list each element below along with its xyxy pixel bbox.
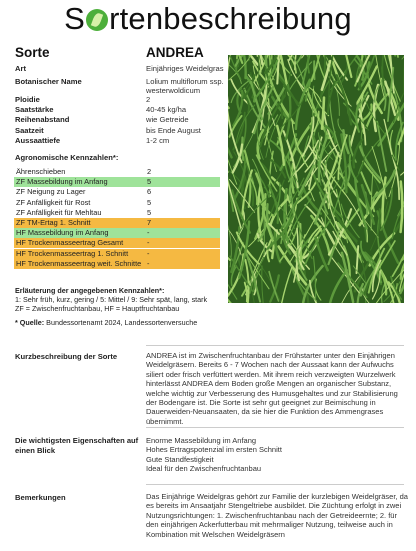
kennzahlen-title: Agronomische Kennzahlen*: (15, 153, 119, 162)
info-label: Botanischer Name (15, 77, 82, 86)
kennzahl-label: ZF Anfälligkeit für Mehltau (16, 207, 102, 217)
kennzahl-row (14, 187, 220, 197)
info-value: 40-45 kg/ha (146, 105, 187, 114)
kennzahl-value: - (147, 258, 150, 268)
title-start: S (64, 1, 86, 36)
kennzahl-row (14, 238, 220, 248)
kennzahl-label: HF Trockenmasseertrag Gesamt (16, 238, 124, 248)
eigenschaft-item: Enorme Massebildung im Anfang (146, 436, 257, 445)
kennzahl-label: HF Trockenmasseertrag weit. Schnitte (16, 258, 142, 268)
info-label: Ploidie (15, 95, 40, 104)
kennzahl-label: ZF TM-Ertag 1. Schnitt (16, 218, 91, 227)
variety-name: ANDREA (146, 45, 204, 60)
info-value: 1-2 cm (146, 136, 170, 145)
info-row-reihenabstand (15, 115, 225, 125)
kennzahl-label: ZF Anfälligkeit für Rost (16, 197, 91, 207)
info-label: Reihenabstand (15, 115, 70, 124)
kurzbeschreibung-label: Kurzbeschreibung der Sorte (15, 352, 118, 361)
kennzahl-value: - (147, 238, 150, 248)
grass-blade (236, 55, 237, 58)
source-note (15, 318, 197, 327)
info-row-aussaattiefe (15, 136, 225, 146)
grass-image (228, 55, 404, 303)
kennzahl-row (14, 228, 220, 238)
kennzahl-value: 5 (147, 197, 152, 207)
info-label: Saatstärke (15, 105, 54, 114)
kennzahl-value: - (147, 248, 150, 258)
eigenschaften-list (146, 436, 408, 474)
kennzahl-row (14, 249, 220, 259)
source-label: * Quelle: (15, 318, 45, 327)
sorte-heading: Sorte (15, 45, 50, 60)
info-value: 2 (146, 95, 151, 104)
info-row-saatstaerke (15, 105, 225, 115)
info-row-botanical (15, 77, 225, 97)
info-value: wie Getreide (146, 115, 189, 124)
eigenschaft-item: Hohes Ertragspotenzial im ersten Schnitt (146, 445, 282, 455)
kennzahl-value: 6 (147, 187, 152, 197)
info-value: Einjähriges Weidelgras (146, 64, 224, 73)
grass-photo (228, 55, 404, 303)
divider (146, 427, 404, 428)
title-end: rtenbeschreibung (109, 1, 352, 36)
eigenschaften-label: Die wichtigsten Eigenschaften auf einen Blick (15, 436, 139, 455)
page-title (0, 2, 416, 36)
kennzahl-value: 2 (147, 167, 152, 176)
kennzahl-value: 5 (147, 207, 152, 217)
bemerkungen-label: Bemerkungen (15, 493, 66, 502)
eigenschaft-item: Ideal für den Zwischenfruchtanbau (146, 464, 262, 474)
erlaeuterung-line1: 1: Sehr früh, kurz, gering / 5: Mittel / 9: Sehr spät, lang, stark (15, 295, 208, 304)
erlaeuterung-title: Erläuterung der angegebenen Kennzahlen*: (15, 286, 165, 295)
eigenschaft-item: Gute Standfestigkeit (146, 454, 214, 464)
divider (146, 484, 404, 485)
kennzahl-label: Ährenschieben (16, 167, 66, 176)
kurzbeschreibung-text: ANDREA ist im Zwischenfruchtanbau der Frühstarter unter den Einjährigen Weidelgräsern. Bereits 6 - 7 Wochen nach der Aussaat kann der Aufwuchs siliert oder frisch verfüttert werden. Mit ihrem reich verzweigten Wurzelwerk hinterlässt ANDREA dem Boden große Mengen an organischer Substanz, welche wichtig zur Verbesserung des Humusgehaltes und zur Stabilisierung der Bodengare ist. Die Sorte ist sehr gut geeignet zur Beimischung in Dauerweiden-Neuansaaten, da sie hier die Funktion des Ammengrases übernimmt. (146, 351, 398, 426)
info-row-art (15, 64, 225, 74)
info-value: Lolium multiflorum ssp. westerwoldicum (146, 77, 224, 95)
source-text: Bundessortenamt 2024, Landessortenversuche (44, 318, 198, 327)
erlaeuterung-line2: ZF = Zwischenfruchtanbau, HF = Hauptfruchtanbau (15, 304, 180, 313)
kennzahl-value: 7 (147, 218, 152, 227)
kennzahl-value: - (147, 228, 150, 238)
kennzahl-row (14, 167, 220, 177)
kennzahl-label: HF Massebildung im Anfang (16, 228, 109, 238)
kennzahl-label: HF Trockenmasseertrag 1. Schnitt (16, 248, 129, 258)
info-row-saatzeit (15, 126, 225, 136)
kennzahl-label: ZF Massebildung im Anfang (16, 177, 108, 187)
bemerkungen-text: Das Einjährige Weidelgras gehört zur Familie der kurzlebigen Weidelgräser, da es bereits im Ansaatjahr Stengeltriebe ausbildet. Die Züchtung erfolgt in zwei Nutzungsrichtungen: 1. Zwischenfruchtanbau nach der Getreideernte; 2. für den einjährigen Ackerfutterbau mit mehrmaliger Nutzung, teilweise auch in Kombination mit Welschen Weidelgräsern (146, 492, 408, 539)
kennzahl-row (14, 208, 220, 218)
kennzahl-value: 5 (147, 177, 152, 187)
info-label: Saatzeit (15, 126, 44, 135)
divider (146, 345, 404, 346)
kennzahl-row (14, 198, 220, 208)
info-row-ploidie (15, 95, 225, 105)
kennzahl-label: ZF Neigung zu Lager (16, 187, 86, 197)
info-label: Art (15, 64, 26, 73)
info-label: Aussaattiefe (15, 136, 61, 145)
info-value: bis Ende August (146, 126, 201, 135)
logo-leaf-icon (86, 9, 108, 31)
kennzahl-row (14, 259, 220, 269)
kennzahl-row (14, 177, 220, 187)
kennzahl-row (14, 218, 220, 228)
